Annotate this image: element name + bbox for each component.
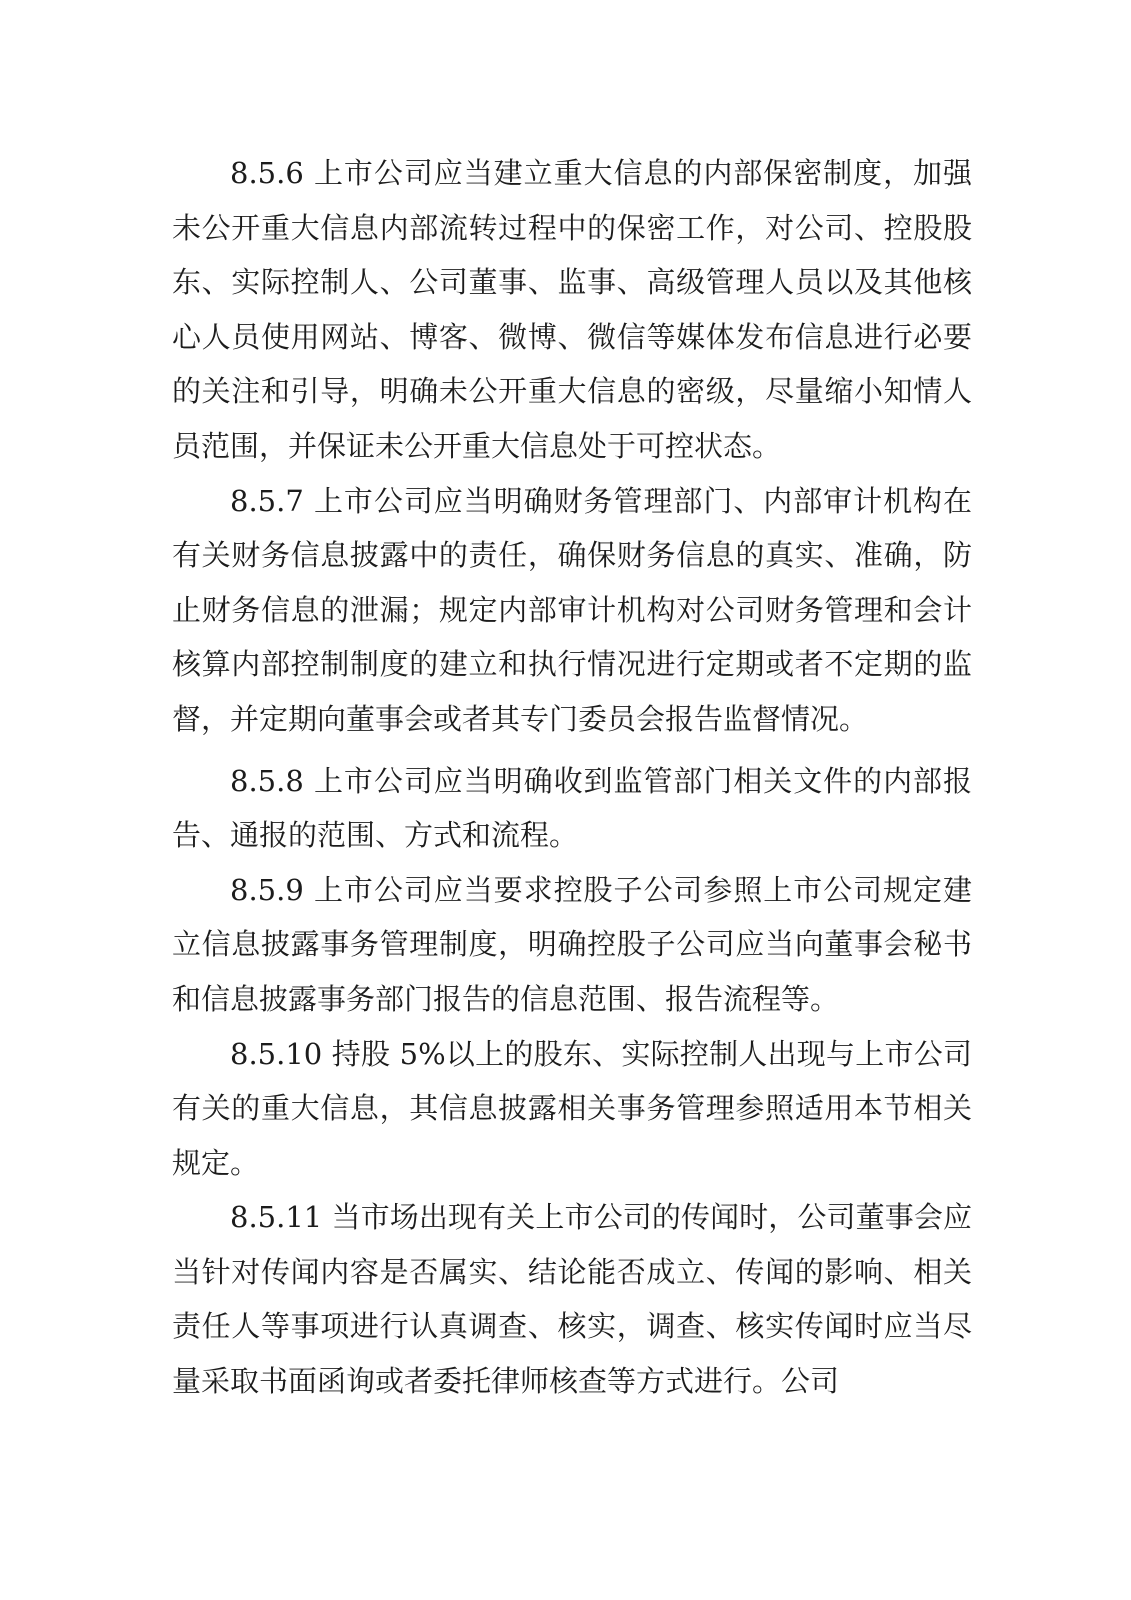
paragraph-8-5-11: 8.5.11 当市场出现有关上市公司的传闻时，公司董事会应当针对传闻内容是否属实、结论能否成立、传闻的影响、相关责任人等事项进行认真调查、核实，调查、核实传闻时应当尽量采取书面函询或者委托律师核查等方式进行。公司	[172, 1200, 972, 1399]
paragraph-8-5-6: 8.5.6 上市公司应当建立重大信息的内部保密制度，加强未公开重大信息内部流转过程中的保密工作，对公司、控股股东、实际控制人、公司董事、监事、高级管理人员以及其他核心人员使用网站、博客、微博、微信等媒体发布信息进行必要的关注和引导，明确未公开重大信息的密级，尽量缩小知情人员范围，并保证未公开重大信息处于可控状态。	[172, 156, 972, 463]
paragraph-8-5-8: 8.5.8 上市公司应当明确收到监管部门相关文件的内部报告、通报的范围、方式和流程。	[172, 763, 972, 853]
paragraph-8-5-7: 8.5.7 上市公司应当明确财务管理部门、内部审计机构在有关财务信息披露中的责任，确保财务信息的真实、准确，防止财务信息的泄漏；规定内部审计机构对公司财务管理和会计核算内部控制制度的建立和执行情况进行定期或者不定期的监督，并定期向董事会或者其专门委员会报告监督情况。	[172, 483, 972, 736]
paragraph-8-5-9: 8.5.9 上市公司应当要求控股子公司参照上市公司规定建立信息披露事务管理制度，明确控股子公司应当向董事会秘书和信息披露事务部门报告的信息范围、报告流程等。	[172, 872, 972, 1016]
paragraph-8-5-10: 8.5.10 持股 5%以上的股东、实际控制人出现与上市公司有关的重大信息，其信息披露相关事务管理参照适用本节相关规定。	[172, 1036, 972, 1180]
document-body	[172, 146, 972, 1409]
